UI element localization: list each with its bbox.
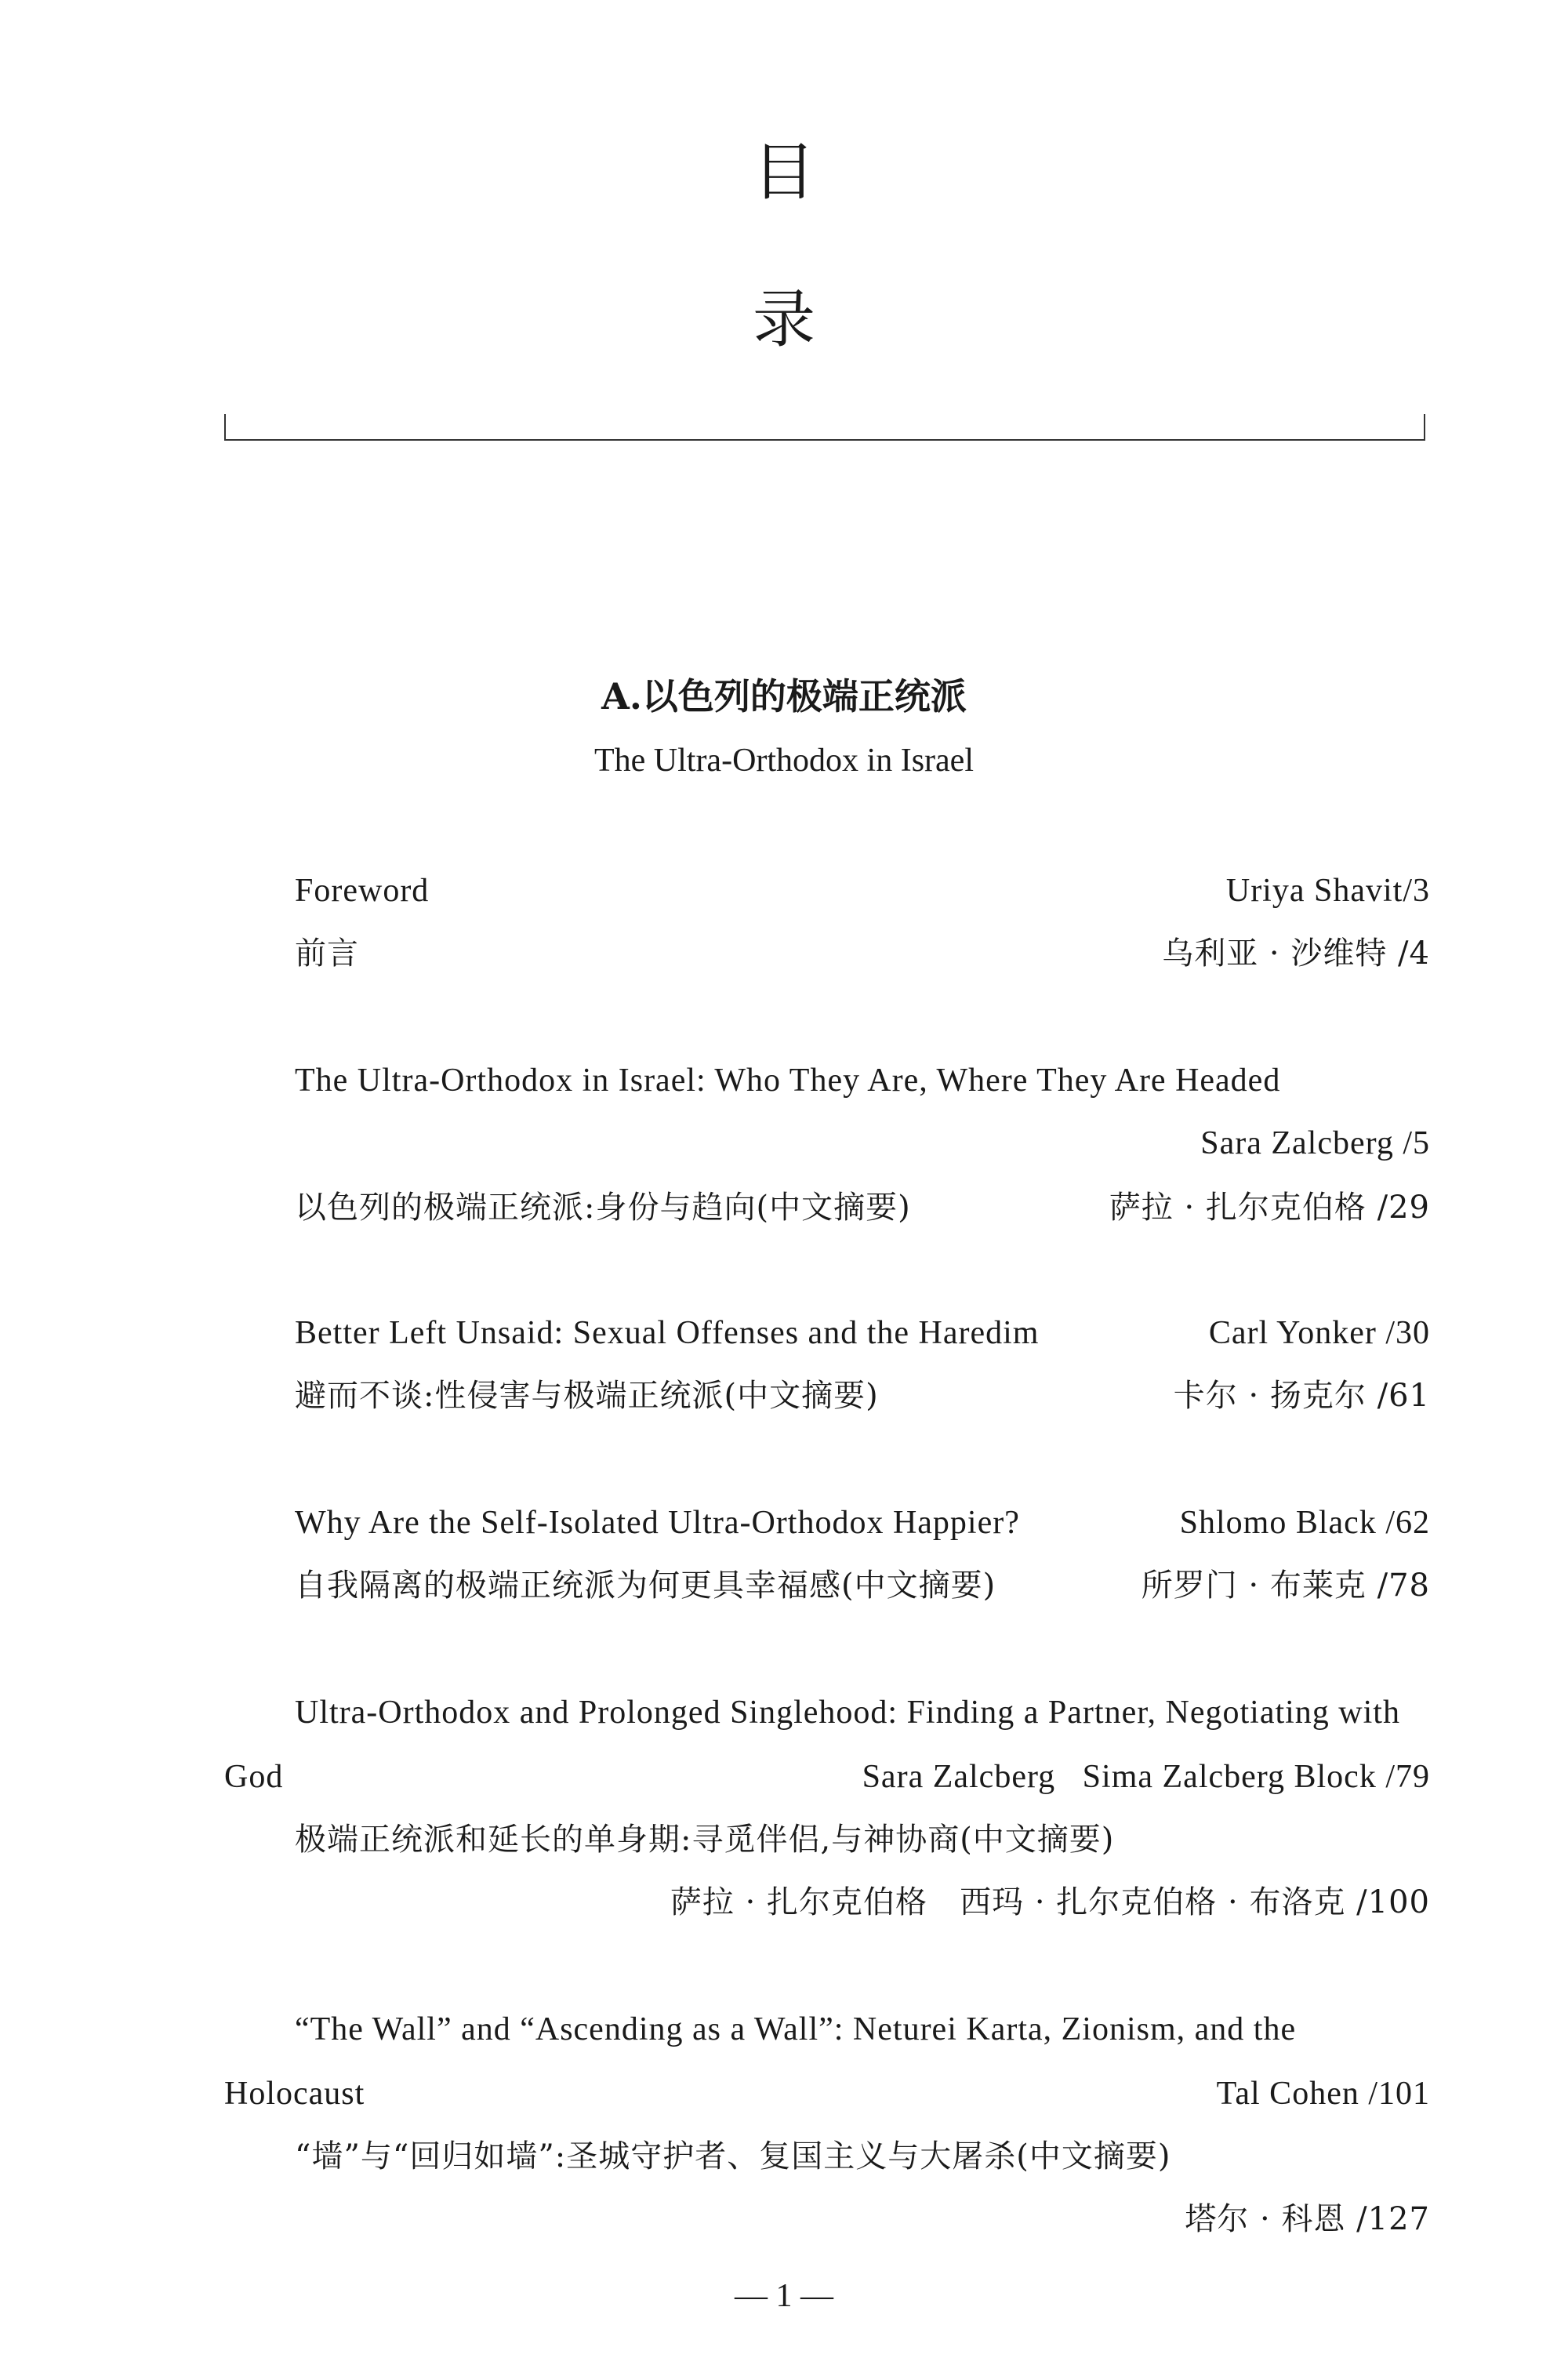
entry-author-en: Tal Cohen /101 <box>1216 2076 1430 2112</box>
entry-title-cn[interactable]: 以色列的极端正统派:身份与趋向(中文摘要) <box>295 1190 911 1226</box>
entry-title-cn[interactable]: 极端正统派和延长的单身期:寻觅伴侣,与神协商(中文摘要) <box>295 1822 1115 1858</box>
entry-title-en[interactable]: The Ultra-Orthodox in Israel: Who They Are, Where They Are Headed <box>295 1063 1281 1099</box>
entry-title-en-line1[interactable]: Ultra-Orthodox and Prolonged Singlehood: Finding a Partner, Negotiating with <box>295 1695 1400 1731</box>
entry-title-cn[interactable]: 自我隔离的极端正统派为何更具幸福感(中文摘要) <box>295 1568 996 1604</box>
toc-heading-char-2: 录 <box>753 283 815 356</box>
section-title-cn: A.以色列的极端正统派 <box>601 675 967 718</box>
entry-title-cn[interactable]: “墙”与“回归如墙”:圣城守护者、复国主义与大屠杀(中文摘要) <box>295 2138 1171 2174</box>
entry-title-cn[interactable]: 前言 <box>295 936 359 972</box>
entry-title-en[interactable]: Foreword <box>295 873 430 909</box>
entry-author-cn: 卡尔 · 扬克尔 /61 <box>1173 1378 1430 1414</box>
entry-author-cn: 乌利亚 · 沙维特 /4 <box>1162 936 1430 972</box>
entry-author-cn: 所罗门 · 布莱克 /78 <box>1141 1568 1430 1604</box>
toc-heading-char-1: 目 <box>753 136 815 209</box>
entry-title-en[interactable]: Better Left Unsaid: Sexual Offenses and the Haredim <box>295 1315 1040 1351</box>
section-title-en: The Ultra-Orthodox in Israel <box>593 743 974 779</box>
entry-author-en: Uriya Shavit/3 <box>1225 873 1430 909</box>
entry-author-cn: 萨拉 · 扎尔克伯格 西玛 · 扎尔克伯格 · 布洛克 /100 <box>670 1884 1430 1920</box>
entry-title-en[interactable]: Why Are the Self-Isolated Ultra-Orthodox Happier? <box>295 1505 1020 1541</box>
entry-author-en: Sara Zalcberg Sima Zalcberg Block /79 <box>862 1759 1430 1795</box>
entry-title-en-line2[interactable]: Holocaust <box>224 2076 365 2112</box>
entry-author-en: Carl Yonker /30 <box>1208 1315 1430 1351</box>
entry-author-cn: 萨拉 · 扎尔克伯格 /29 <box>1109 1190 1430 1226</box>
entry-author-en: Sara Zalcberg /5 <box>1200 1125 1430 1161</box>
heading-bracket-rule <box>224 414 1425 441</box>
entry-title-cn[interactable]: 避而不谈:性侵害与极端正统派(中文摘要) <box>295 1378 879 1414</box>
entry-author-en: Shlomo Black /62 <box>1179 1505 1430 1541</box>
page-number: — 1 — <box>735 2278 833 2314</box>
entry-title-en-line1[interactable]: “The Wall” and “Ascending as a Wall”: Neturei Karta, Zionism, and the <box>295 2011 1297 2047</box>
entry-title-en-line2[interactable]: God <box>224 1759 284 1795</box>
entry-author-cn: 塔尔 · 科恩 /127 <box>1185 2201 1430 2237</box>
